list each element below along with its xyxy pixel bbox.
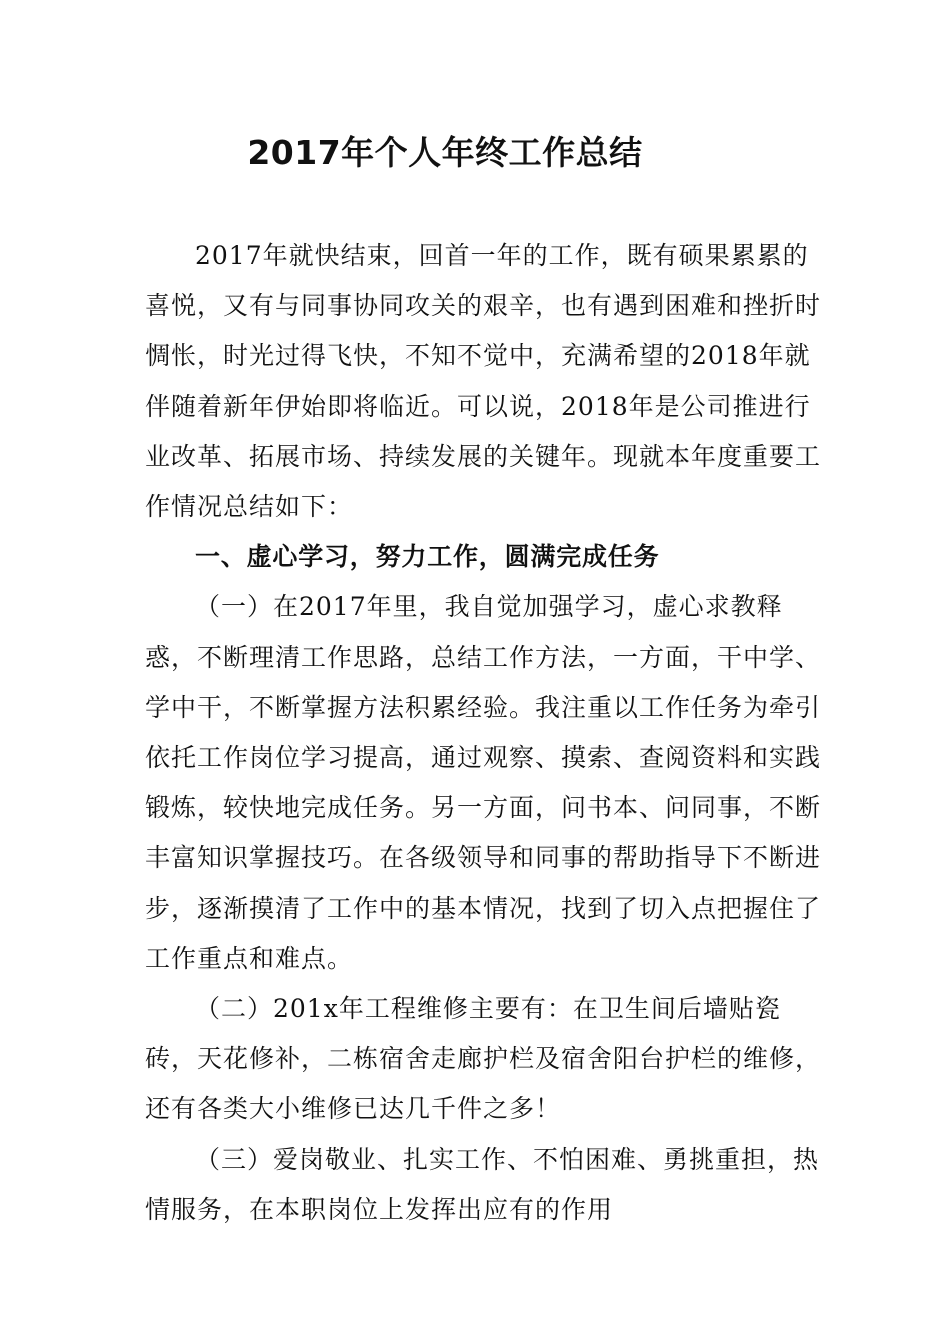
item-paragraph-2: （二）201x年工程维修主要有：在卫生间后墙贴瓷砖，天花修补，二栋宿舍走廊护栏及宿舍阳台护栏的维修，还有各类大小维修已达几千件之多！: [145, 994, 822, 1124]
intro-paragraph: 2017年就快结束，回首一年的工作，既有硕果累累的喜悦，又有与同事协同攻关的艰辛，也有遇到困难和挫折时惆怅，时光过得飞快，不知不觉中，充满希望的2018年就伴随着新年伊始即将临近。可以说，2018年是公司推进行业改革、拓展市场、持续发展的关键年。现就本年度重要工作情况总结如下：: [145, 241, 822, 522]
section-heading-1: 一、虚心学习，努力工作，圆满完成任务: [195, 542, 660, 572]
item-paragraph-1: （一）在2017年里，我自觉加强学习，虚心求教释惑，不断理清工作思路，总结工作方法，一方面，干中学、学中干，不断掌握方法积累经验。我注重以工作任务为牵引依托工作岗位学习提高，通过观察、摸索、查阅资料和实践锻炼，较快地完成任务。另一方面，问书本、问同事，不断丰富知识掌握技巧。在各级领导和同事的帮助指导下不断进步，逐渐摸清了工作中的基本情况，找到了切入点把握住了工作重点和难点。: [145, 592, 822, 973]
document-body: [145, 231, 825, 1235]
item-paragraph-3: （三）爱岗敬业、扎实工作、不怕困难、勇挑重担，热情服务，在本职岗位上发挥出应有的作用: [145, 1144, 820, 1224]
document-title: 2017年个人年终工作总结: [247, 133, 643, 172]
